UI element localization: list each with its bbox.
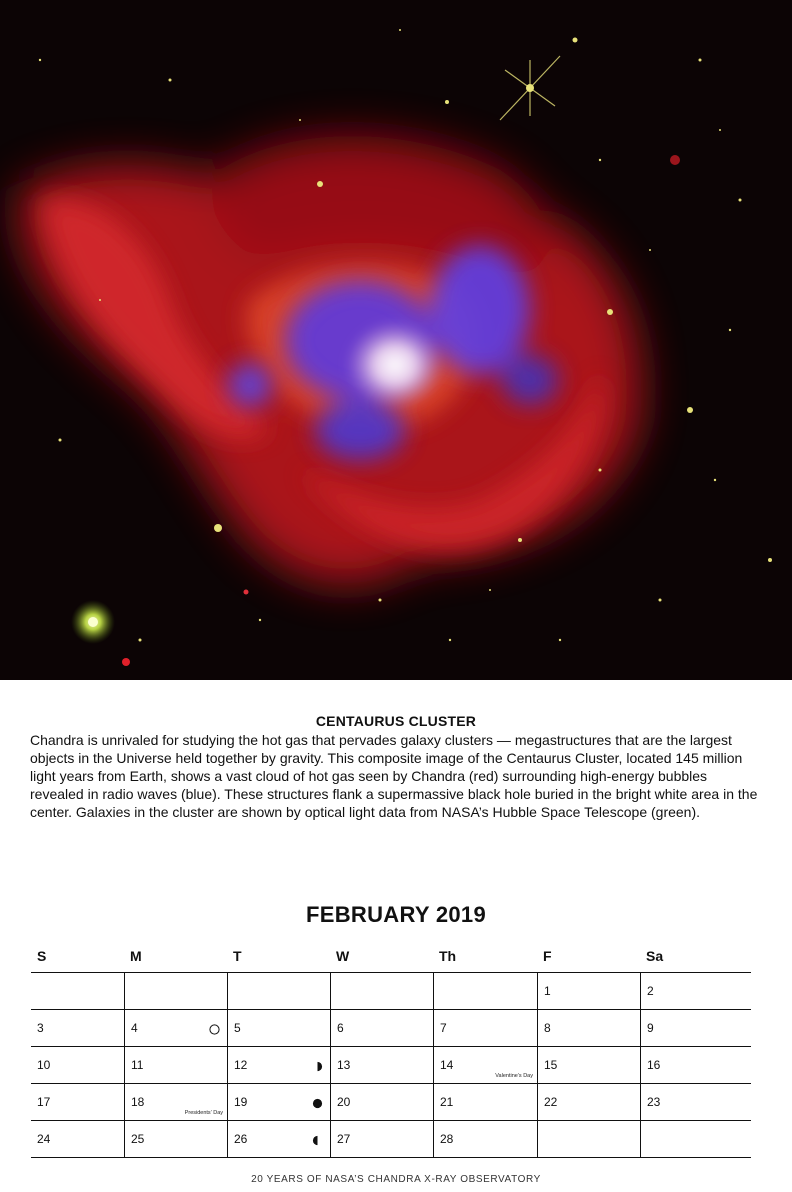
calendar-week-row: [31, 1010, 751, 1047]
calendar-day-cell: [124, 973, 227, 1009]
footer-text: 20 YEARS OF NASA’S CHANDRA X-RAY OBSERVATORY: [251, 1174, 541, 1185]
day-number: 7: [440, 1021, 447, 1035]
day-number: 19: [234, 1095, 248, 1109]
calendar-day-cell: [330, 1084, 433, 1120]
calendar-day-cell: [433, 1084, 537, 1120]
weekday-label: M: [130, 948, 142, 964]
weekday-label: Th: [439, 948, 457, 964]
day-number: 22: [544, 1095, 558, 1109]
calendar-day-cell: [31, 1084, 124, 1120]
weekday-label: F: [543, 948, 552, 964]
calendar-day-cell: [124, 1010, 227, 1046]
caption-title: CENTAURUS CLUSTER: [315, 713, 477, 729]
calendar-day-cell: [433, 1121, 537, 1157]
calendar-day-cell: [227, 1047, 330, 1083]
day-number: 12: [234, 1058, 248, 1072]
calendar-day-cell: [330, 1047, 433, 1083]
caption-body: Chandra is unrivaled for studying the hot gas that pervades galaxy clusters — megastructures that are the largest objects in the Universe held together by gravity. This composite image of the Centaurus Cluster, located 145 million light years from Earth, shows a vast cloud of hot gas seen by Chandra (red) surrounding high-energy bubbles revealed in radio waves (blue). These structures flank a supermassive black hole buried in the bright white area in the center. Galaxies in the cluster are shown by optical light data from NASA’s Hubble Space Telescope (green).: [30, 732, 758, 820]
new-moon-icon: [312, 1096, 323, 1107]
calendar-day-cell: [640, 1047, 751, 1083]
last-quarter-moon-icon: [312, 1133, 323, 1144]
day-number: 13: [337, 1058, 351, 1072]
calendar-week-row: [31, 1084, 751, 1121]
calendar-day-cell: [31, 1121, 124, 1157]
day-number: 17: [37, 1095, 51, 1109]
day-number: 4: [131, 1021, 138, 1035]
day-number: 24: [37, 1132, 51, 1146]
calendar-day-cell: [124, 1121, 227, 1157]
weekday-label: Sa: [646, 948, 664, 964]
full-moon-icon: [209, 1022, 220, 1033]
weekday-label: S: [37, 948, 47, 964]
day-number: 10: [37, 1058, 51, 1072]
day-number: 20: [337, 1095, 351, 1109]
day-number: 18: [131, 1095, 145, 1109]
calendar-week-row: [31, 1121, 751, 1158]
calendar-day-cell: [227, 1121, 330, 1157]
calendar-day-cell: [31, 1047, 124, 1083]
day-number: 6: [337, 1021, 344, 1035]
calendar-week-row: [31, 973, 751, 1010]
day-number: 28: [440, 1132, 454, 1146]
weekday-label: W: [336, 948, 350, 964]
day-number: 3: [37, 1021, 44, 1035]
calendar-day-cell: [330, 973, 433, 1009]
day-number: 15: [544, 1058, 558, 1072]
day-number: 2: [647, 984, 654, 998]
calendar-day-cell: [227, 973, 330, 1009]
calendar-day-cell: [640, 1010, 751, 1046]
calendar-day-cell: [124, 1084, 227, 1120]
day-number: 16: [647, 1058, 661, 1072]
calendar-month-title: FEBRUARY 2019: [306, 902, 486, 927]
calendar-day-cell: [31, 973, 124, 1009]
day-number: 26: [234, 1132, 248, 1146]
calendar-day-cell: [227, 1010, 330, 1046]
weekday-label: T: [233, 948, 242, 964]
calendar-day-cell: [124, 1047, 227, 1083]
day-number: 8: [544, 1021, 551, 1035]
caption: [30, 713, 762, 821]
calendar-day-cell: [537, 1121, 640, 1157]
day-number: 5: [234, 1021, 241, 1035]
day-number: 9: [647, 1021, 654, 1035]
day-number: 1: [544, 984, 551, 998]
calendar-grid: [31, 941, 751, 1158]
day-number: 23: [647, 1095, 661, 1109]
calendar-day-cell: [227, 1084, 330, 1120]
calendar-weeks: [31, 973, 751, 1158]
holiday-label: Valentine’s Day: [495, 1073, 533, 1079]
calendar-day-cell: [31, 1010, 124, 1046]
calendar-day-cell: [537, 1084, 640, 1120]
calendar-day-cell: [640, 1121, 751, 1157]
calendar-day-cell: [640, 973, 751, 1009]
day-number: 11: [131, 1058, 144, 1072]
calendar-day-cell: [433, 1047, 537, 1083]
calendar-day-cell: [537, 973, 640, 1009]
calendar-day-cell: [330, 1010, 433, 1046]
calendar-day-cell: [330, 1121, 433, 1157]
calendar-day-cell: [537, 1010, 640, 1046]
day-number: 14: [440, 1058, 454, 1072]
day-number: 25: [131, 1132, 145, 1146]
weekday-header: [31, 941, 751, 973]
calendar-day-cell: [433, 1010, 537, 1046]
first-quarter-moon-icon: [312, 1059, 323, 1070]
calendar-day-cell: [537, 1047, 640, 1083]
day-number: 27: [337, 1132, 351, 1146]
calendar-day-cell: [640, 1084, 751, 1120]
holiday-label: Presidents’ Day: [184, 1110, 223, 1116]
calendar-day-cell: [433, 973, 537, 1009]
calendar-week-row: [31, 1047, 751, 1084]
day-number: 21: [440, 1095, 454, 1109]
